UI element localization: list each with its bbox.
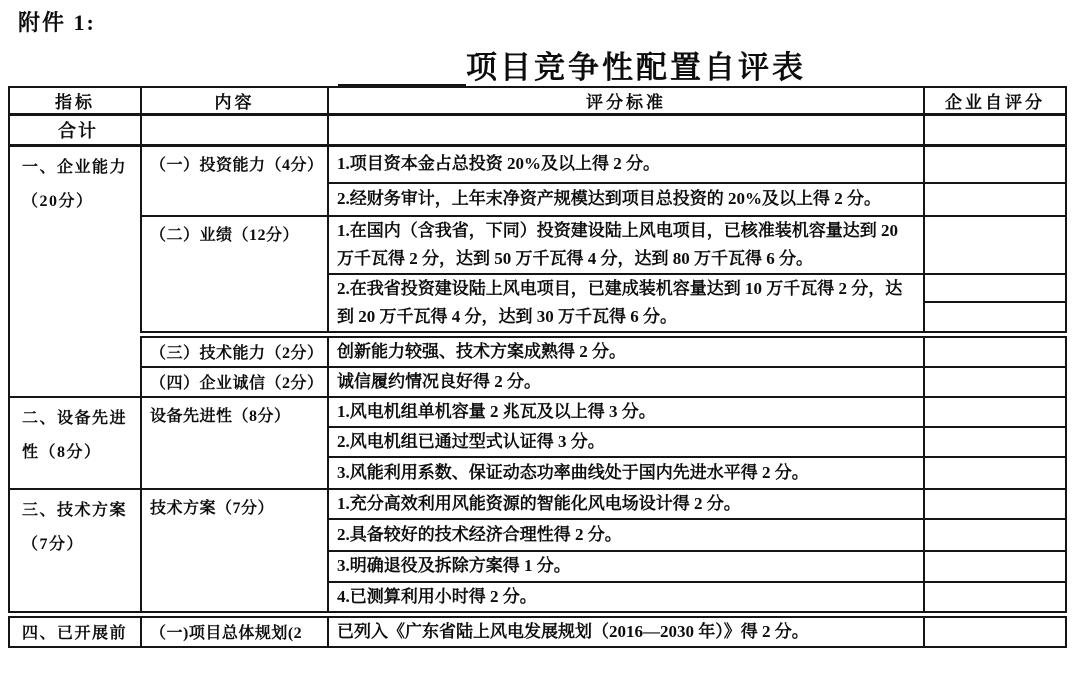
table-row (9, 397, 1066, 427)
content-cell-investment-capability: （一）投资能力（4分） (141, 146, 328, 216)
criteria-cell: 1.项目资本金占总投资 20%及以上得 2 分。 (328, 146, 924, 183)
table-row (9, 216, 1066, 274)
attachment-label: 附件 1: (18, 10, 96, 35)
criteria-cell: 2.经财务审计，上年末净资产规模达到项目总投资的 20%及以上得 2 分。 (328, 183, 924, 216)
total-row (9, 115, 1066, 146)
self-score-cell (924, 427, 1066, 457)
criteria-cell: 4.已测算利用小时得 2 分。 (328, 582, 924, 615)
table-row (9, 489, 1066, 519)
criteria-cell: 2.在我省投资建设陆上风电项目，已建成装机容量达到 10 万千瓦得 2 分，达到 20 万千瓦得 4 分，达到 30 万千瓦得 6 分。 (328, 274, 924, 335)
content-cell-technical-capability: （三）技术能力（2分） (141, 334, 328, 367)
content-cell-equipment-advancement: 设备先进性（8分） (141, 397, 328, 489)
content-cell-overall-project-plan: （一)项目总体规划(2 (141, 614, 328, 647)
self-score-cell (924, 489, 1066, 519)
self-score-cell (924, 216, 1066, 274)
self-score-cell (924, 367, 1066, 397)
self-score-cell (924, 614, 1066, 647)
content-cell-enterprise-integrity: （四）企业诚信（2分） (141, 367, 328, 397)
self-score-cell (924, 551, 1066, 582)
indicator-cell-enterprise-capability: 一、企业能力（20分） (9, 146, 141, 397)
page-title: 项目竞争性配置自评表 (466, 50, 806, 85)
content-cell-track-record: （二）业绩（12分） (141, 216, 328, 335)
total-self-score-cell (924, 115, 1066, 146)
content-cell-technical-plan: 技术方案（7分） (141, 489, 328, 615)
criteria-cell: 1.风电机组单机容量 2 兆瓦及以上得 3 分。 (328, 397, 924, 427)
document-title-row (338, 42, 806, 87)
table-row (9, 614, 1066, 647)
criteria-cell: 2.具备较好的技术经济合理性得 2 分。 (328, 519, 924, 551)
title-blank-line (338, 53, 466, 87)
indicator-cell-technical-plan: 三、技术方案（7分） (9, 489, 141, 615)
self-score-cell (924, 519, 1066, 551)
table-header-row (9, 87, 1066, 115)
self-score-cell (924, 302, 1066, 334)
header-cell-indicator: 指标 (9, 87, 141, 115)
criteria-cell: 1.在国内（含我省，下同）投资建设陆上风电项目，已核准装机容量达到 20 万千瓦得 2 分，达到 50 万千瓦得 4 分，达到 80 万千瓦得 6 分。 (328, 216, 924, 274)
criteria-cell: 2.风电机组已通过型式认证得 3 分。 (328, 427, 924, 457)
evaluation-table (8, 86, 1067, 648)
criteria-cell: 1.充分高效利用风能资源的智能化风电场设计得 2 分。 (328, 489, 924, 519)
criteria-cell: 创新能力较强、技术方案成熟得 2 分。 (328, 334, 924, 367)
indicator-cell-preliminary-work: 四、已开展前 (9, 614, 141, 647)
table-row (9, 334, 1066, 367)
table-row (9, 146, 1066, 183)
header-cell-self-score: 企业自评分 (924, 87, 1066, 115)
table-row (9, 367, 1066, 397)
self-score-cell (924, 334, 1066, 367)
self-score-cell (924, 397, 1066, 427)
self-score-cell (924, 582, 1066, 615)
indicator-cell-equipment-advancement: 二、设备先进性（8分） (9, 397, 141, 489)
criteria-cell: 已列入《广东省陆上风电发展规划（2016—2030 年）》得 2 分。 (328, 614, 924, 647)
self-score-cell (924, 274, 1066, 302)
self-score-cell (924, 457, 1066, 489)
criteria-cell: 3.风能利用系数、保证动态功率曲线处于国内先进水平得 2 分。 (328, 457, 924, 489)
total-criteria-cell (328, 115, 924, 146)
total-label-cell: 合计 (9, 115, 141, 146)
header-cell-criteria: 评分标准 (328, 87, 924, 115)
criteria-cell: 3.明确退役及拆除方案得 1 分。 (328, 551, 924, 582)
header-cell-content: 内容 (141, 87, 328, 115)
criteria-cell: 诚信履约情况良好得 2 分。 (328, 367, 924, 397)
self-score-cell (924, 146, 1066, 183)
self-score-cell (924, 183, 1066, 216)
total-content-cell (141, 115, 328, 146)
